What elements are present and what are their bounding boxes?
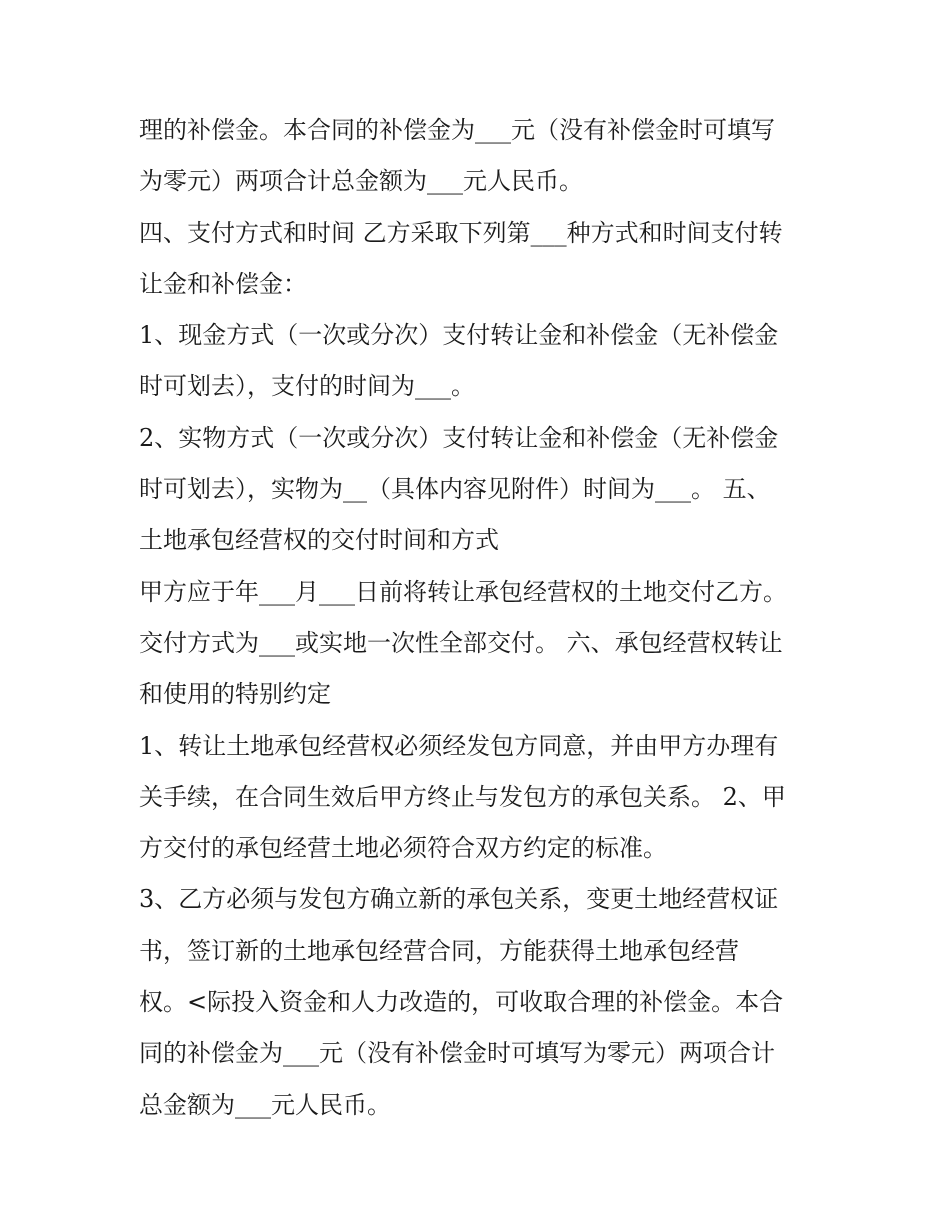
text-line: 四、支付方式和时间 乙方采取下列第___种方式和时间支付转 <box>139 218 783 247</box>
text-line: 关手续，在合同生效后甲方终止与发包方的承包关系。 2、甲 <box>139 782 786 811</box>
text-line: 甲方应于年___月___日前将转让承包经营权的土地交付乙方。 <box>139 577 787 606</box>
text-line: 理的补偿金。本合同的补偿金为___元（没有补偿金时可填写 <box>139 116 775 144</box>
text-line: 方交付的承包经营土地必须符合双方约定的标准。 <box>139 834 667 863</box>
text-line: 为零元）两项合计总金额为___元人民币。 <box>139 167 583 196</box>
text-line: 土地承包经营权的交付时间和方式 <box>139 526 499 555</box>
text-line: 3、乙方必须与发包方确立新的承包关系，变更土地经营权证 <box>139 885 779 914</box>
text-line: 时可划去），实物为__（具体内容见附件）时间为___。 五、 <box>139 475 771 504</box>
text-line: 1、转让土地承包经营权必须经发包方同意，并由甲方办理有 <box>139 731 779 760</box>
text-line: 让金和补偿金： <box>139 269 307 298</box>
text-line: 2、实物方式（一次或分次）支付转让金和补偿金（无补偿金 <box>139 423 779 452</box>
text-line: 权。<际投入资金和人力改造的，可收取合理的补偿金。本合 <box>139 988 784 1017</box>
text-line: 总金额为___元人民币。 <box>139 1090 391 1119</box>
contract-text <box>139 105 819 1131</box>
text-line: 同的补偿金为___元（没有补偿金时可填写为零元）两项合计 <box>139 1039 775 1068</box>
text-line: 和使用的特别约定 <box>139 680 331 709</box>
text-line: 交付方式为___或实地一次性全部交付。 六、承包经营权转让 <box>139 628 783 657</box>
text-line: 书，签订新的土地承包经营合同，方能获得土地承包经营 <box>139 936 739 965</box>
text-line: 1、现金方式（一次或分次）支付转让金和补偿金（无补偿金 <box>139 321 779 350</box>
text-line: 时可划去），支付的时间为___。 <box>139 372 475 401</box>
